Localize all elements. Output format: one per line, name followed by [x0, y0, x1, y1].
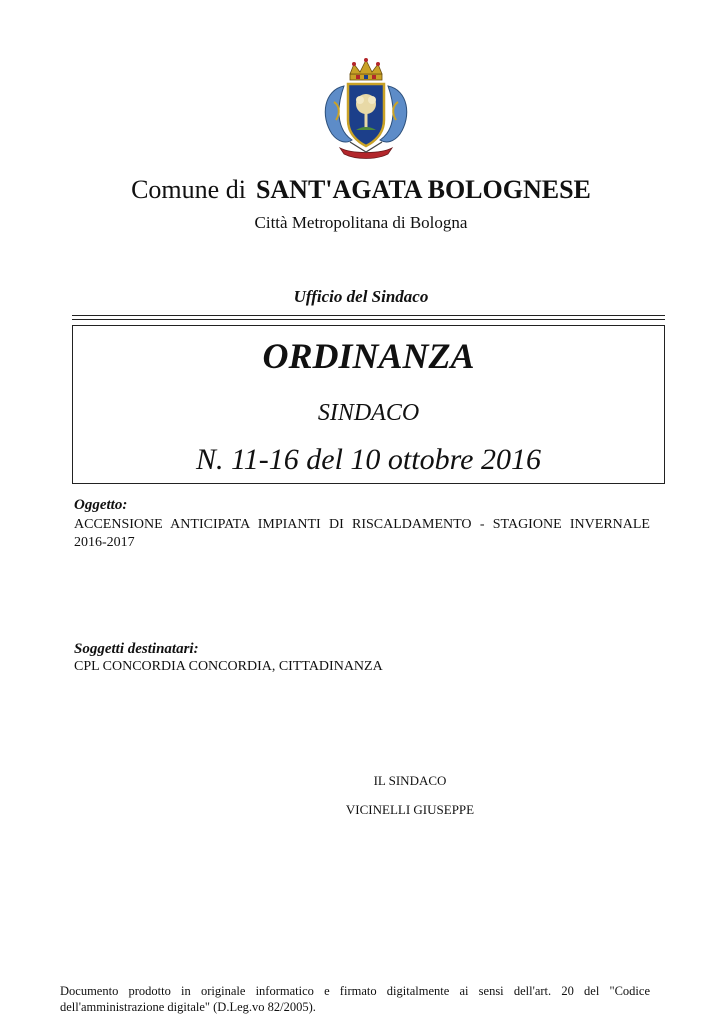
- ordinance-title-box: [72, 325, 665, 484]
- ordinance-number: N. 11-16 del 10 ottobre 2016: [196, 443, 541, 476]
- municipality-title: [0, 174, 722, 206]
- coat-of-arms-icon: [310, 56, 422, 160]
- municipality-prefix: Comune di: [131, 175, 246, 204]
- footer-note: Documento prodotto in originale informatico e firmato digitalmente ai sensi dell'art. 20 del "Codice dell'amministrazione digitale" (D.Leg.vo 82/2005).: [60, 984, 650, 1014]
- header-divider-bottom: [72, 319, 665, 320]
- subject-text: ACCENSIONE ANTICIPATA IMPIANTI DI RISCALDAMENTO - STAGIONE INVERNALE 2016-2017: [74, 517, 650, 550]
- office-name: Ufficio del Sindaco: [293, 287, 429, 306]
- subject-label: Oggetto:: [74, 497, 128, 513]
- signature-name: VICINELLI GIUSEPPE: [345, 802, 475, 817]
- ordinance-title: ORDINANZA: [262, 336, 475, 376]
- municipality-name: SANT'AGATA BOLOGNESE: [255, 175, 591, 204]
- recipients-label: Soggetti destinatari:: [74, 641, 199, 657]
- header-divider-top: [72, 315, 665, 316]
- signature-role: IL SINDACO: [373, 773, 447, 788]
- ordinance-issuer: SINDACO: [317, 400, 420, 426]
- metropolitan-city: Città Metropolitana di Bologna: [254, 213, 468, 232]
- recipients-text: CPL CONCORDIA CONCORDIA, CITTADINANZA: [74, 659, 383, 674]
